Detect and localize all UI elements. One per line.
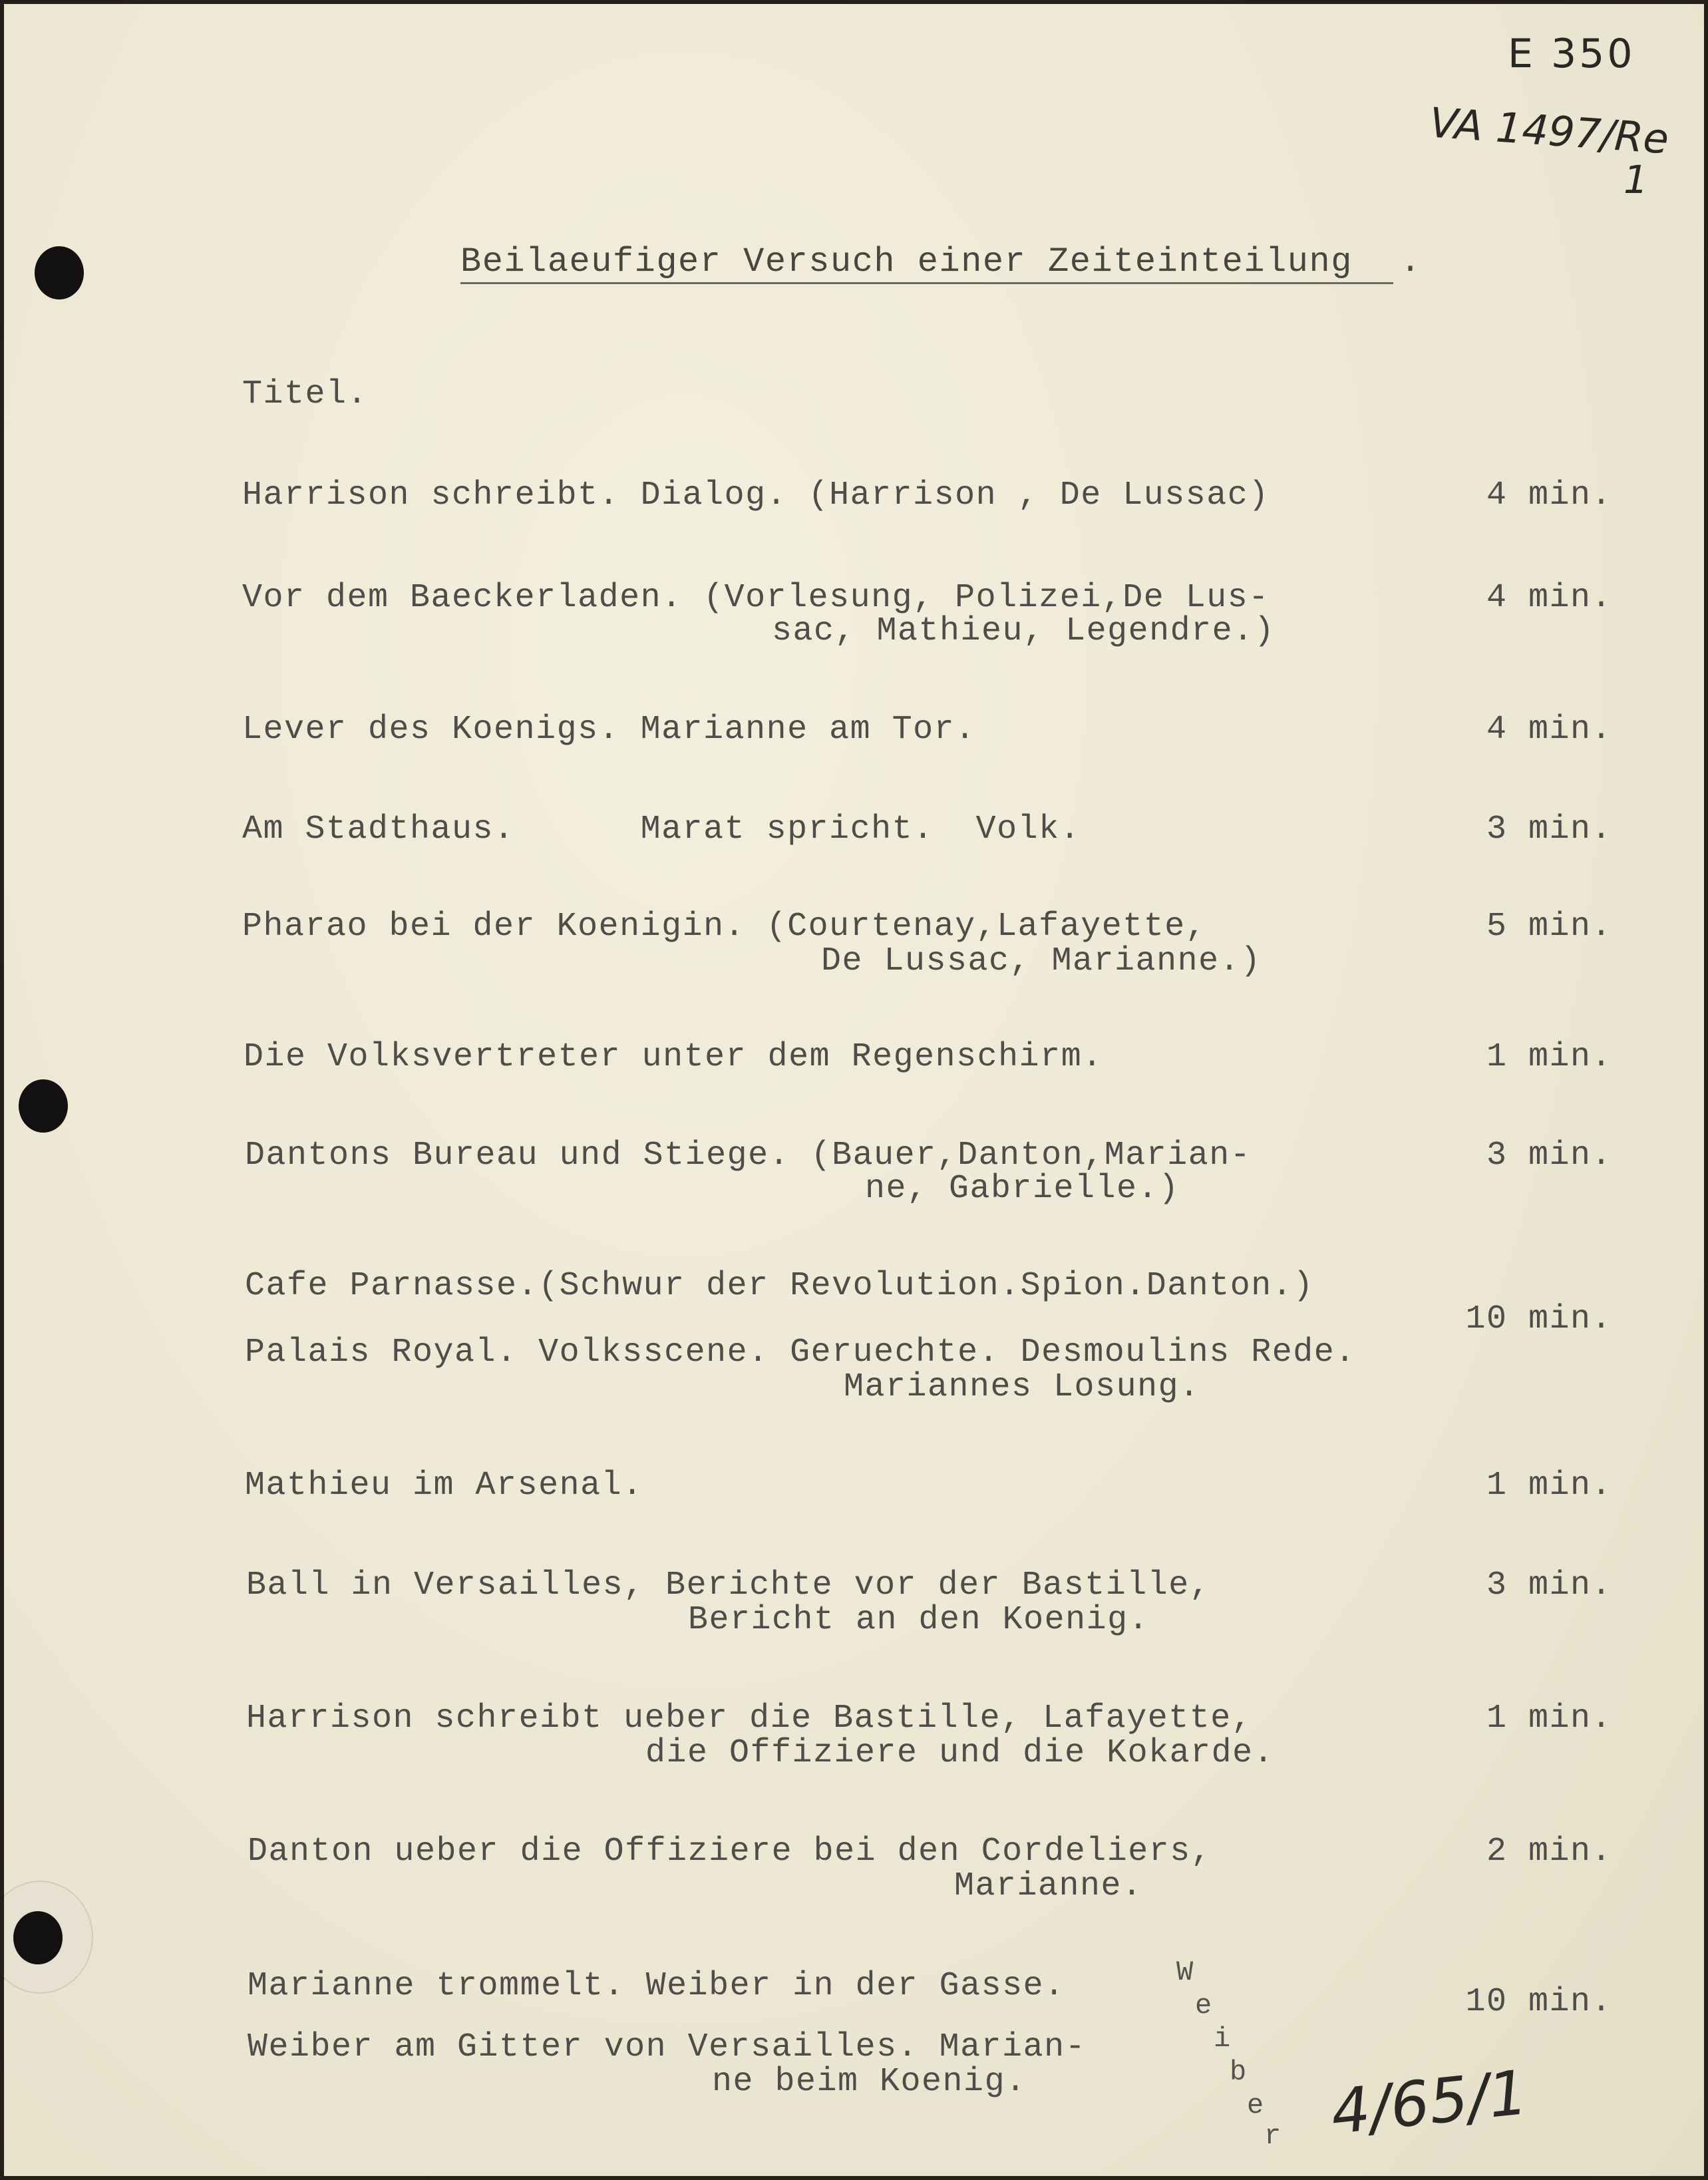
entry-11-line-2: die Offiziere und die Kokarde. — [645, 1734, 1275, 1772]
entry-13-line-1: Marianne trommelt. Weiber in der Gasse. — [248, 1967, 1065, 2005]
staggered-letter: e — [1195, 1990, 1212, 2022]
punch-hole-middle — [19, 1079, 68, 1133]
entry-2-line-1: Vor dem Baeckerladen. (Vorlesung, Polizei,De Lus- — [242, 579, 1270, 617]
entry-2-duration: 4 min. — [1486, 579, 1612, 617]
entry-9-line-1: Mathieu im Arsenal. — [245, 1467, 643, 1505]
entry-12-line-2: Marianne. — [954, 1867, 1143, 1905]
staggered-letter: W — [1176, 1956, 1194, 1988]
entry-7-line-2: ne, Gabrielle.) — [865, 1170, 1180, 1208]
entry-13-duration: 10 min. — [1465, 1983, 1612, 2021]
staggered-word-weiber — [1176, 1956, 1309, 2156]
entry-4-duration: 3 min. — [1486, 811, 1612, 848]
entry-7-duration: 3 min. — [1486, 1137, 1612, 1175]
archive-number-bottom: 4/65/1 — [1327, 2056, 1531, 2149]
title-period: . — [1400, 242, 1421, 281]
entry-3-duration: 4 min. — [1486, 711, 1612, 749]
entry-5-duration: 5 min. — [1486, 908, 1612, 946]
entry-1-duration: 4 min. — [1486, 476, 1612, 514]
entry-3-line-1: Lever des Koenigs. Marianne am Tor. — [242, 711, 976, 749]
entry-5-line-2: De Lussac, Marianne.) — [821, 942, 1262, 980]
entry-13-line-3: ne beim Koenig. — [712, 2063, 1027, 2101]
entry-6-duration: 1 min. — [1486, 1038, 1612, 1076]
staggered-letter: i — [1214, 2023, 1231, 2055]
entry-6-line-1: Die Volksvertreter unter dem Regenschirm. — [244, 1038, 1103, 1076]
entry-13-line-2: Weiber am Gitter von Versailles. Marian- — [248, 2028, 1087, 2066]
staggered-letter: b — [1230, 2056, 1247, 2088]
archive-ref-second: VA 1497/Re — [1427, 98, 1671, 164]
entry-8-line-1: Cafe Parnasse.(Schwur der Revolution.Spion.Danton.) — [245, 1267, 1314, 1305]
staggered-letter: e — [1247, 2089, 1264, 2121]
entry-1-line-1: Harrison schreibt. Dialog. (Harrison , De Lussac) — [242, 476, 1270, 514]
entry-9-duration: 1 min. — [1486, 1467, 1612, 1505]
entry-8-line-2: Palais Royal. Volksscene. Geruechte. Desmoulins Rede. — [245, 1334, 1356, 1371]
entry-2-line-2: sac, Mathieu, Legendre.) — [772, 612, 1276, 650]
entry-5-line-1: Pharao bei der Koenigin. (Courtenay,Lafayette, — [242, 908, 1207, 946]
archive-ref-top: E 350 — [1508, 31, 1635, 77]
entry-7-line-1: Dantons Bureau und Stiege. (Bauer,Danton,Marian- — [245, 1137, 1252, 1175]
archive-ref-third: 1 — [1623, 157, 1648, 202]
entry-8-line-3: Mariannes Losung. — [844, 1368, 1200, 1406]
entry-10-duration: 3 min. — [1486, 1566, 1612, 1604]
entry-10-line-1: Ball in Versailles, Berichte vor der Bastille, — [246, 1566, 1211, 1604]
entry-4-line-1: Am Stadthaus. Marat spricht. Volk. — [242, 811, 1081, 848]
entry-12-duration: 2 min. — [1486, 1833, 1612, 1871]
entry-11-line-1: Harrison schreibt ueber die Bastille, Lafayette, — [246, 1700, 1253, 1737]
titel-label: Titel. — [242, 375, 369, 413]
entry-11-duration: 1 min. — [1486, 1700, 1612, 1737]
punch-hole-bottom — [13, 1911, 63, 1964]
entry-12-line-1: Danton ueber die Offiziere bei den Cordeliers, — [248, 1833, 1212, 1871]
staggered-letter: r — [1264, 2120, 1281, 2152]
entry-10-line-2: Bericht an den Koenig. — [688, 1601, 1150, 1639]
punch-hole-top — [35, 246, 84, 299]
document-title: Beilaeufiger Versuch einer Zeiteinteilung — [460, 242, 1353, 281]
entry-8-duration: 10 min. — [1465, 1300, 1612, 1338]
title-underline — [460, 282, 1393, 284]
